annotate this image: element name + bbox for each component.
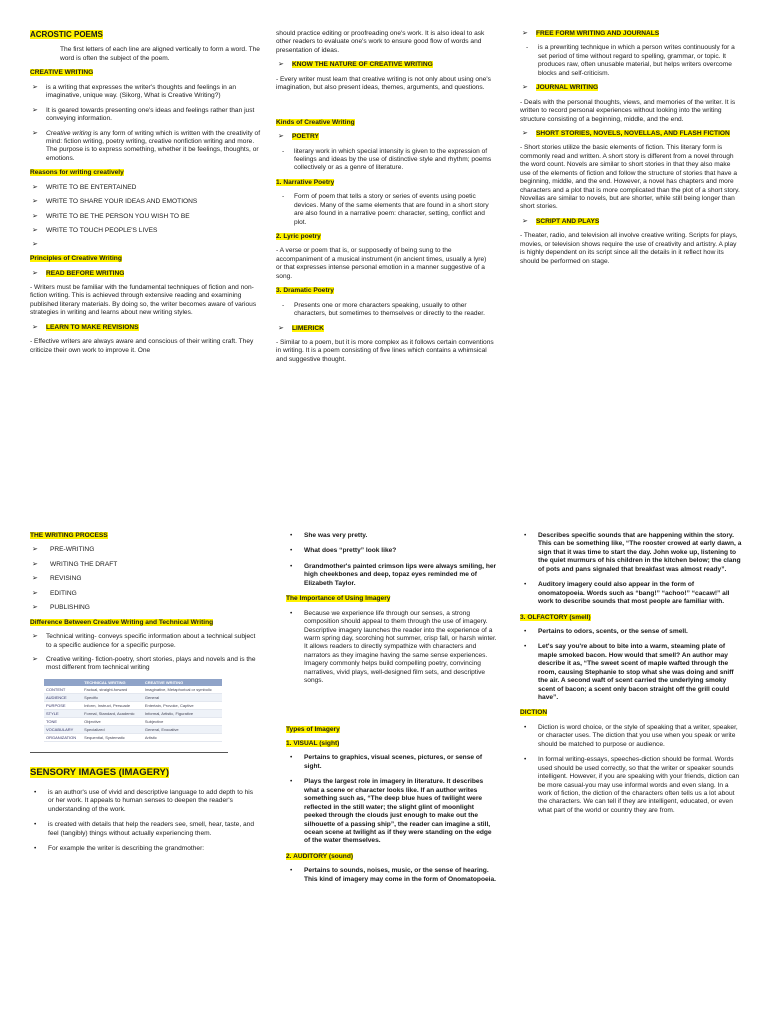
table-row — [44, 701, 222, 709]
list-item — [520, 628, 742, 636]
auditory-heading: 2. AUDITORY (sound) — [286, 852, 354, 860]
read-heading: READ BEFORE WRITING — [46, 269, 125, 277]
p2-column-3 — [520, 532, 742, 822]
list-item — [30, 184, 262, 192]
table-cell: Factual, straight-forward — [82, 686, 143, 694]
bullet-icon: • — [524, 723, 527, 731]
list-item — [30, 84, 262, 101]
bullet-icon: • — [290, 547, 293, 555]
table-cell: ORGANIZATION — [44, 733, 82, 741]
list-item — [286, 563, 498, 588]
bullet-icon: • — [290, 562, 293, 570]
narrative-heading: 1. Narrative Poetry — [276, 178, 335, 186]
arrow-bullet-icon: ➢ — [32, 83, 38, 91]
importance-text: Because we experience life through our senses, a strong composition should appeal to them through the use of imagery. Descriptive imagery launches the reader into the experience of a warm spring day, scorching hot summer, crisp fall, or harsh winter. It allows readers to directly sympathize with characters and narrators as they imagine having the same sense experiences. Imagery commonly helps build compelling poetry, convincing narratives, vivid plays, well-designed film sets, and descriptive songs. — [304, 609, 497, 685]
table-header: TECHNICAL WRITING — [82, 679, 143, 686]
list-item — [30, 213, 262, 221]
bullet-icon: • — [524, 756, 527, 764]
olfactory-item-2: Let's say you're about to bite into a warm, steaming plate of maple smoked bacon. How would that smell? An author may describe it as, “The sweet scent of maple wafted through the room, causing Stephanie to stop what she was doing and sniff the air. A second waft of scent carried the underlying smoky scent of bacon; a scent only bacon straight off the grill could have”. — [538, 643, 734, 701]
visual-item-2: Plays the largest role in imagery in literature. It describes what a scene or character looks like. If an author writes something such as, “The deep blue hues of twilight were reflected in the still water; the slight glint of moonlight peeked through the clouds just enough to make out the silhouette of a passing ship”, the reader can imagine a still, ocean scene at twilight as if they were standing on the edge of the water themselves. — [304, 778, 492, 845]
arrow-bullet-icon: ➢ — [32, 546, 38, 554]
journal-text: - Deals with the personal thoughts, views, and memories of the writer. It is written to record personal experiences without looking into the writing structure consisting of a beginning, middle, and the end. — [520, 98, 736, 123]
bullet-icon: • — [290, 754, 293, 762]
p2-column-1 — [30, 532, 260, 861]
reason-2: WRITE TO SHARE YOUR IDEAS AND EMOTIONS — [46, 198, 198, 206]
table-header — [44, 679, 82, 686]
table-cell: Formal, Standard, Academic — [82, 709, 143, 717]
list-item — [30, 590, 260, 598]
list-item: - literary work in which special intensity is given to the expression of feelings and ideas by the use of distinctive style and rhythm; poems collectively or as a genre of literature. — [276, 148, 494, 173]
creative-writing-heading: CREATIVE WRITING — [30, 69, 94, 77]
bullet-icon: • — [524, 581, 527, 589]
list-item — [30, 604, 260, 612]
list-item — [520, 643, 742, 702]
bullet-icon: • — [34, 788, 37, 796]
limerick-text: - Similar to a poem, but it is more complex as it follows certain conventions in writing. It is a poem consisting of five lines which contains a whimsical and suggestive thought. — [276, 338, 494, 363]
list-item — [30, 575, 260, 583]
table-cell: VOCABULARY — [44, 725, 82, 733]
bullet-icon: • — [524, 532, 527, 539]
reasons-heading: Reasons for writing creatively — [30, 169, 124, 177]
list-item — [30, 227, 262, 235]
acrostic-heading: ACROSTIC POEMS — [30, 30, 103, 39]
table-header-row — [44, 679, 222, 686]
process-step-3: REVISING — [50, 575, 82, 583]
list-item — [276, 325, 494, 333]
lyric-heading: 2. Lyric poetry — [276, 233, 321, 240]
arrow-bullet-icon: ➢ — [32, 633, 38, 641]
arrow-bullet-icon: ➢ — [32, 560, 38, 568]
table-cell: Sequential, Systematic — [82, 733, 143, 741]
arrow-bullet-icon: ➢ — [32, 227, 38, 234]
learn-heading: LEARN TO MAKE REVISIONS — [46, 323, 139, 331]
arrow-bullet-icon: ➢ — [278, 324, 284, 332]
arrow-bullet-icon: ➢ — [32, 575, 38, 583]
reason-1: WRITE TO BE ENTERTAINED — [46, 183, 137, 191]
arrow-bullet-icon: ➢ — [522, 129, 528, 137]
list-item — [520, 756, 742, 815]
arrow-bullet-icon: ➢ — [32, 241, 38, 249]
freeform-heading: FREE FORM WRITING AND JOURNALS — [536, 30, 660, 37]
poetry-heading: POETRY — [292, 133, 319, 141]
list-item — [520, 30, 742, 38]
comparison-table — [44, 679, 222, 742]
table-cell: Objective — [82, 717, 143, 725]
list-item: - is a prewriting technique in which a person writes continuously for a set period of time without regard to spelling, grammar, or topic. It produces raw, often unusable material, but helps writers overcome blocks and self-criticism. — [520, 44, 742, 78]
list-item — [276, 61, 494, 69]
poetry-text: literary work in which special intensity is given to the expression of feelings and ideas by the use of distinctive style and rhythm; poems collectively or as a genre of literature. — [294, 147, 492, 172]
p2-column-2 — [286, 532, 498, 891]
table-row — [44, 725, 222, 733]
list-item — [30, 546, 260, 554]
arrow-bullet-icon: ➢ — [32, 129, 38, 137]
short-stories-text: - Short stories utilize the basic elements of fiction. This literary form is commonly read and written. A short story is different from a novel through the word count. Novels are similar to short stories in that they also make use of the elements of fiction and follow the structure of stories that have a beginning, middle, and the end. However, a novel has chapters and more characters and a plot that is more complicated than the plot of a short story. Novellas are similar to novels, but are shorter, while still being longer than short stories. — [520, 144, 740, 211]
read-text: - Writers must be familiar with the fundamental techniques of fiction and non-fiction writing. This is achieved through extensive reading and examining published literary materials. By doing so, the writer becomes aware of various strategies in writing and learns about new writing styles. — [30, 284, 257, 317]
arrow-bullet-icon: ➢ — [32, 183, 38, 191]
auditory-item-1: Describes specific sounds that are happening within the story. This can be something like, “The rooster crowed at early dawn, a sign that it was time to start the day. John woke up, listening to the quiet murmurs of his children in the kitchen below; the clang of pots and pans signaled that breakfast was almost ready”. — [538, 532, 742, 573]
learn-text: - Effective writers are always aware and conscious of their writing craft. They criticize their own work to improve it. One — [30, 338, 254, 354]
example-item-2: What does “pretty” look like? — [304, 547, 397, 555]
list-item — [30, 130, 262, 164]
bullet-icon: • — [290, 532, 293, 539]
divider — [30, 752, 228, 753]
table-header: CREATIVE WRITING — [143, 679, 222, 686]
narrative-text: Form of poem that tells a story or series of events using poetic devices. Many of the same elements that are found in a short story are also found in a narrative poem: character, setting, conflict and plot. — [294, 193, 489, 226]
short-stories-heading: SHORT STORIES, NOVELS, NOVELLAS, AND FLASH FICTION — [536, 129, 730, 137]
list-item — [286, 778, 498, 846]
diction-item-1: Diction is word choice, or the style of speaking that a writer, speaker, or character uses. The diction that you use when you speak or write should be matched to purpose or audience. — [538, 723, 738, 748]
know-heading: KNOW THE NATURE OF CREATIVE WRITING — [292, 61, 433, 69]
table-cell: STYLE — [44, 709, 82, 717]
list-item — [30, 241, 262, 249]
table-row — [44, 693, 222, 701]
arrow-bullet-icon: ➢ — [32, 589, 38, 597]
list-item — [30, 821, 260, 838]
table-row — [44, 709, 222, 717]
list-item — [520, 218, 742, 226]
diction-item-2: In formal writing-essays, speeches-diction should be formal. Words used should be used correctly, so that the writer or speaker sounds intelligent. However, if you are speaking with your friends, diction can be more casual-you may use informal words and even slang. In a work of fiction, the diction of the characters often tells us a lot about the characters. We can tell if they are intelligent, educated, or even what part of the world or country they are from. — [538, 756, 740, 814]
arrow-bullet-icon: ➢ — [522, 217, 528, 225]
p1-column-2 — [276, 30, 494, 370]
table-cell: General, Evocative — [143, 725, 222, 733]
p1-column-1 — [30, 30, 262, 361]
process-step-5: PUBLISHING — [50, 604, 90, 612]
dramatic-text: Presents one or more characters speaking, usually to other characters, but sometimes to themselves or directly to the reader. — [294, 301, 485, 318]
process-step-4: EDITING — [50, 589, 77, 597]
list-item — [520, 130, 742, 138]
list-item — [30, 656, 260, 673]
list-item — [286, 754, 498, 771]
bullet-icon: • — [290, 778, 293, 786]
table-cell: Specialized — [82, 725, 143, 733]
bullet-icon: • — [290, 609, 293, 617]
list-item — [30, 107, 262, 124]
olfactory-heading: 3. OLFACTORY (smell) — [520, 613, 591, 621]
example-item-3: Grandmother's painted crimson lips were always smiling, her high cheekbones and deep, topaz eyes reminded me of Elizabeth Taylor. — [304, 562, 497, 587]
reason-3: WRITE TO BE THE PERSON YOU WISH TO BE — [46, 212, 190, 220]
list-item — [286, 867, 498, 884]
list-item — [520, 84, 742, 92]
list-item — [30, 270, 262, 278]
visual-heading: 1. VISUAL (sight) — [286, 740, 340, 747]
auditory-item-2: Auditory imagery could also appear in the form of onomatopoeia. Words such as “bang!” “achoo!” “cacaw!” all work to describe sounds that most people are familiar with. — [538, 581, 730, 606]
arrow-bullet-icon: ➢ — [522, 30, 528, 37]
arrow-bullet-icon: ➢ — [278, 61, 284, 69]
bullet-icon: • — [524, 627, 527, 635]
process-step-1: PRE-WRITING — [50, 546, 95, 554]
process-step-2: WRITING THE DRAFT — [50, 560, 118, 568]
sensory-heading: SENSORY IMAGES (IMAGERY) — [30, 766, 169, 778]
table-cell: Artistic — [143, 733, 222, 741]
diction-heading: DICTION — [520, 709, 548, 717]
table-cell: AUDIENCE — [44, 693, 82, 701]
diff-item-1: Technical writing- conveys specific information about a technical subject to a specific audience for a specific purpose. — [46, 633, 256, 649]
table-cell: Entertain, Provoke, Captive — [143, 701, 222, 709]
reason-5 — [46, 241, 262, 249]
arrow-bullet-icon: ➢ — [32, 604, 38, 612]
cw-item-1: is a writing that expresses the writer's thoughts and feelings in an imaginative, unique way. (Sikorg, What is Creative Writing?) — [46, 83, 237, 100]
bullet-icon: • — [34, 821, 37, 829]
example-item-1: She was very pretty. — [304, 532, 368, 539]
table-row — [44, 733, 222, 741]
principles-heading: Principles of Creative Writing — [30, 255, 122, 263]
dramatic-heading: 3. Dramatic Poetry — [276, 287, 334, 295]
lyric-text: - A verse or poem that is, or supposedly of being sung to the accompaniment of a musical instrument (in ancient times, usually a lyre) or that expresses intense personal emotion in a manner suggestive of a song. — [276, 247, 487, 280]
arrow-bullet-icon: ➢ — [32, 323, 38, 331]
table-cell: Inform, Instruct, Persuade — [82, 701, 143, 709]
auditory-text: Pertains to sounds, noises, music, or the sense of hearing. This kind of imagery may come in the form of Onomatopoeia. — [304, 867, 496, 883]
arrow-bullet-icon: ➢ — [32, 655, 38, 663]
script-heading: SCRIPT AND PLAYS — [536, 217, 600, 225]
continued-text: should practice editing or proofreading one's work. It is also ideal to ask other readers to evaluate one's work to ensure good flow of words and presentation of ideas. — [276, 30, 485, 54]
table-cell: TONE — [44, 717, 82, 725]
table-cell: General — [143, 693, 222, 701]
sensory-item-1: is an author's use of vivid and descriptive language to add depth to his or her work. It appeals to human senses to deepen the reader's understanding of the work. — [48, 788, 254, 813]
list-item — [30, 324, 262, 332]
arrow-bullet-icon: ➢ — [32, 269, 38, 277]
table-row — [44, 717, 222, 725]
limerick-heading: LIMERICK — [292, 324, 324, 332]
p1-column-3 — [520, 30, 742, 272]
list-item — [286, 610, 498, 686]
cw-item-3-italic: Creative writing — [46, 129, 92, 137]
kinds-heading: Kinds of Creative Writing — [276, 118, 355, 126]
arrow-bullet-icon: ➢ — [32, 212, 38, 220]
list-item — [520, 724, 742, 749]
table-cell: Subjective — [143, 717, 222, 725]
sensory-item-2: is created with details that help the readers see, smell, hear, taste, and feel (tangibly) things without actually experiencing them. — [48, 821, 254, 837]
arrow-bullet-icon: ➢ — [32, 106, 38, 114]
table-cell: CONTENT — [44, 686, 82, 694]
bullet-icon: • — [34, 845, 37, 853]
list-item — [30, 198, 262, 206]
table-cell: PURPOSE — [44, 701, 82, 709]
sensory-item-3: For example the writer is describing the grandmother: — [48, 845, 205, 853]
cw-item-2: It is geared towards presenting one's ideas and feelings rather than just conveying information. — [46, 106, 255, 123]
list-item — [30, 561, 260, 569]
arrow-bullet-icon: ➢ — [278, 133, 284, 141]
list-item — [286, 532, 498, 540]
list-item — [30, 789, 260, 814]
arrow-bullet-icon: ➢ — [522, 84, 528, 92]
arrow-bullet-icon: ➢ — [32, 198, 38, 206]
importance-heading: The Importance of Using Imagery — [286, 595, 391, 603]
types-heading: Types of Imagery — [286, 725, 340, 733]
visual-item-1: Pertains to graphics, visual scenes, pictures, or sense of sight. — [304, 754, 483, 770]
reason-4: WRITE TO TOUCH PEOPLE'S LIVES — [46, 227, 158, 234]
table-cell: Imaginative, Metaphorical or symbolic — [143, 686, 222, 694]
journal-heading: JOURNAL WRITING — [536, 84, 599, 92]
diff-item-2: Creative writing- fiction-poetry, short stories, plays and novels and is the most different from technical writing — [46, 655, 256, 672]
list-item — [520, 532, 742, 574]
bullet-icon: • — [290, 867, 293, 875]
writing-process-heading: THE WRITING PROCESS — [30, 532, 108, 539]
olfactory-item-1: Pertains to odors, scents, or the sense of smell. — [538, 627, 688, 635]
list-item — [30, 633, 260, 650]
list-item: - Form of poem that tells a story or series of events using poetic devices. Many of the same elements that are found in a short story are also found in a narrative poem: character, setting, conflict and plot. — [276, 193, 494, 227]
script-text: - Theater, radio, and television all involve creative writing. Scripts for plays, movies, or television shows require the use of creativity and artistry. A play is highly dependent on its script since all the details in it reflect how its should be performed on stage. — [520, 232, 738, 265]
difference-heading: Difference Between Creative Writing and Technical Writing — [30, 618, 214, 626]
list-item — [30, 845, 260, 853]
list-item — [520, 581, 742, 606]
table-cell: Informal, Artistic, Figurative — [143, 709, 222, 717]
table-row — [44, 686, 222, 694]
know-text: - Every writer must learn that creative writing is not only about using one's imagination, but also present ideas, themes, arguments, and questions. — [276, 75, 491, 92]
list-item: - Presents one or more characters speaking, usually to other characters, but sometimes to themselves or directly to the reader. — [276, 302, 494, 319]
list-item — [286, 547, 498, 555]
cw-item-3: is any form of writing which is written with the creativity of mind: fiction writing, poetry writing, creative nonfiction writing and more. The purpose is to express something, whether it be feelings, thoughts, or emotions. — [46, 129, 261, 162]
acrostic-text: The first letters of each line are aligned vertically to form a word. The word is often the subject of the poem. — [60, 46, 260, 62]
freeform-text: is a prewriting technique in which a person writes continuously for a set period of time without regard to spelling, grammar, or topic. It produces raw, often unusable material, but helps writers overcome blocks and self-criticism. — [538, 44, 735, 77]
bullet-icon: • — [524, 643, 527, 651]
list-item — [276, 133, 494, 141]
table-cell: Specific — [82, 693, 143, 701]
